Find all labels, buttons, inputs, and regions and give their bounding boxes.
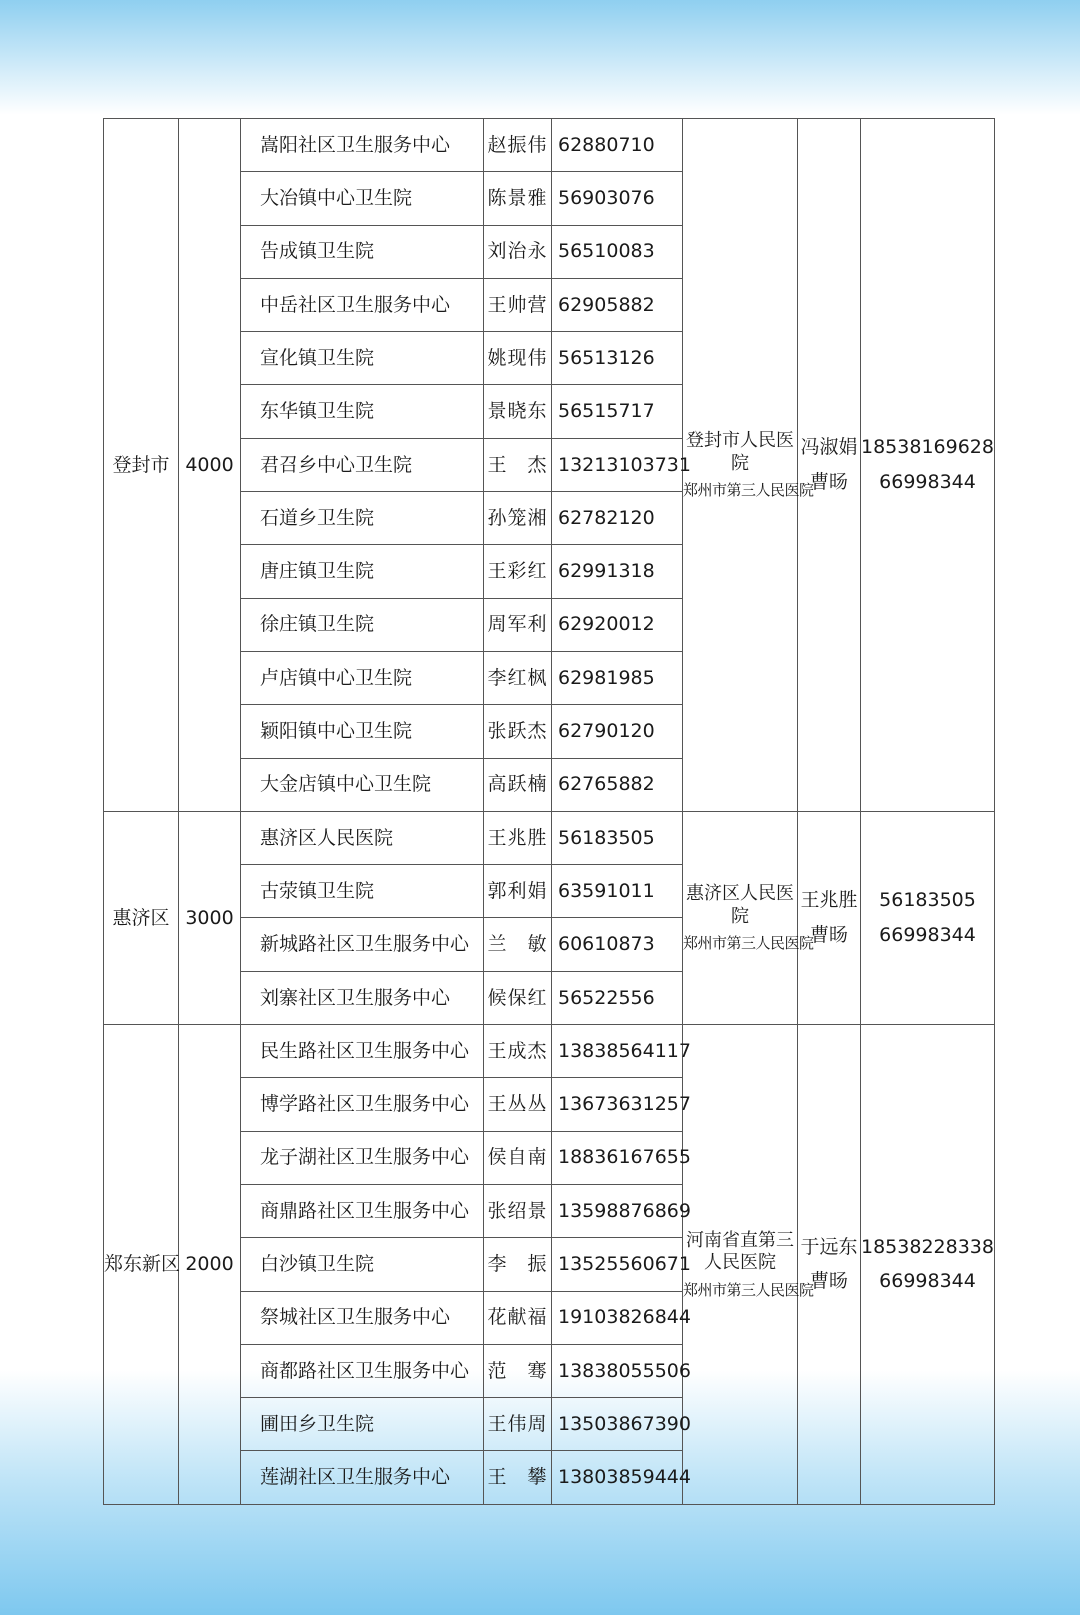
contact-person-cell: 候保红 [484, 971, 552, 1024]
phone-number-cell: 13838564117 [552, 1025, 683, 1078]
hospital-sub-name: 郑州市第三人民医院 [683, 934, 814, 953]
phone-number-cell: 56183505 [552, 811, 683, 864]
phone-number-cell: 62765882 [552, 758, 683, 811]
quota-cell: 2000 [179, 1025, 241, 1505]
quota-cell: 3000 [179, 811, 241, 1024]
table-row [104, 1025, 995, 1078]
institution-cell: 卢店镇中心卫生院 [241, 651, 484, 704]
contact-person-cell: 李红枫 [484, 651, 552, 704]
contact-person-cell: 张绍景 [484, 1184, 552, 1237]
contact-person-cell: 侯自南 [484, 1131, 552, 1184]
institution-cell: 新城路社区卫生服务中心 [241, 918, 484, 971]
phone-number-cell: 63591011 [552, 865, 683, 918]
district-cell: 登封市 [104, 119, 179, 812]
responsible-phone-primary: 18538228338 [861, 1235, 994, 1258]
institution-cell: 大金店镇中心卫生院 [241, 758, 484, 811]
contact-person-cell: 王帅营 [484, 278, 552, 331]
institution-cell: 莲湖社区卫生服务中心 [241, 1451, 484, 1504]
contact-person-cell: 范 骞 [484, 1344, 552, 1397]
institution-cell: 白沙镇卫生院 [241, 1238, 484, 1291]
phone-number-cell: 19103826844 [552, 1291, 683, 1344]
contact-person-cell: 王兆胜 [484, 811, 552, 864]
partner-hospital-cell [683, 811, 814, 1024]
responsible-phone-secondary: 66998344 [879, 470, 976, 493]
phone-number-cell: 13525560671 [552, 1238, 683, 1291]
responsible-person-cell [798, 811, 861, 1024]
quota-cell: 4000 [179, 119, 241, 812]
responsible-phone-primary: 56183505 [879, 889, 976, 912]
institution-cell: 博学路社区卫生服务中心 [241, 1078, 484, 1131]
responsible-person-primary: 冯淑娟 [800, 436, 858, 459]
contact-person-cell: 王伟周 [484, 1398, 552, 1451]
phone-number-cell: 56522556 [552, 971, 683, 1024]
contact-person-cell: 花献福 [484, 1291, 552, 1344]
contact-person-cell: 王彩红 [484, 545, 552, 598]
institution-cell: 唐庄镇卫生院 [241, 545, 484, 598]
phone-number-cell: 56510083 [552, 225, 683, 278]
table-body [104, 119, 995, 1505]
contact-person-cell: 周军利 [484, 598, 552, 651]
contact-person-cell: 张跃杰 [484, 705, 552, 758]
institution-cell: 徐庄镇卫生院 [241, 598, 484, 651]
phone-number-cell: 56515717 [552, 385, 683, 438]
institution-cell: 民生路社区卫生服务中心 [241, 1025, 484, 1078]
responsible-phone-cell [861, 119, 995, 812]
institution-cell: 龙子湖社区卫生服务中心 [241, 1131, 484, 1184]
table-row [104, 119, 995, 172]
contact-person-cell: 刘治永 [484, 225, 552, 278]
phone-number-cell: 62790120 [552, 705, 683, 758]
partner-hospital-cell [683, 119, 814, 812]
phone-number-cell: 62991318 [552, 545, 683, 598]
hospital-sub-name: 郑州市第三人民医院 [683, 481, 814, 500]
responsible-person-secondary: 曹旸 [809, 470, 848, 493]
responsible-person-primary: 于远东 [800, 1235, 858, 1258]
hospital-name: 惠济区人民医院 [686, 883, 794, 927]
responsible-person-cell [798, 1025, 861, 1505]
phone-number-cell: 13598876869 [552, 1184, 683, 1237]
partner-hospital-cell [683, 1025, 814, 1505]
contact-person-cell: 王 杰 [484, 438, 552, 491]
district-cell: 惠济区 [104, 811, 179, 1024]
responsible-phone-secondary: 66998344 [879, 1270, 976, 1293]
responsible-person-primary: 王兆胜 [800, 889, 858, 912]
phone-number-cell: 62905882 [552, 278, 683, 331]
institution-cell: 圃田乡卫生院 [241, 1398, 484, 1451]
phone-number-cell: 13673631257 [552, 1078, 683, 1131]
directory-sheet [103, 118, 994, 1504]
phone-number-cell: 13803859444 [552, 1451, 683, 1504]
contact-person-cell: 姚现伟 [484, 332, 552, 385]
institution-cell: 君召乡中心卫生院 [241, 438, 484, 491]
phone-number-cell: 62920012 [552, 598, 683, 651]
contact-person-cell: 景晓东 [484, 385, 552, 438]
institution-cell: 告成镇卫生院 [241, 225, 484, 278]
institution-cell: 古荥镇卫生院 [241, 865, 484, 918]
contact-person-cell: 郭利娟 [484, 865, 552, 918]
phone-number-cell: 56903076 [552, 172, 683, 225]
institution-cell: 刘寨社区卫生服务中心 [241, 971, 484, 1024]
institution-cell: 惠济区人民医院 [241, 811, 484, 864]
district-cell: 郑东新区 [104, 1025, 179, 1505]
contact-person-cell: 王丛丛 [484, 1078, 552, 1131]
phone-number-cell: 13213103731 [552, 438, 683, 491]
institution-cell: 宣化镇卫生院 [241, 332, 484, 385]
responsible-person-secondary: 曹旸 [809, 923, 848, 946]
contact-person-cell: 李 振 [484, 1238, 552, 1291]
contact-person-cell: 孙笼湘 [484, 492, 552, 545]
institution-cell: 商都路社区卫生服务中心 [241, 1344, 484, 1397]
contact-person-cell: 赵振伟 [484, 119, 552, 172]
responsible-person-secondary: 曹旸 [809, 1270, 848, 1293]
institution-cell: 商鼎路社区卫生服务中心 [241, 1184, 484, 1237]
hospital-name: 河南省直第三人民医院 [686, 1229, 794, 1274]
institution-cell: 中岳社区卫生服务中心 [241, 278, 484, 331]
phone-number-cell: 60610873 [552, 918, 683, 971]
phone-number-cell: 18836167655 [552, 1131, 683, 1184]
responsible-phone-cell [861, 811, 995, 1024]
phone-number-cell: 62981985 [552, 651, 683, 704]
responsible-person-cell [798, 119, 861, 812]
contact-directory-table [103, 118, 995, 1505]
phone-number-cell: 62782120 [552, 492, 683, 545]
institution-cell: 嵩阳社区卫生服务中心 [241, 119, 484, 172]
phone-number-cell: 13503867390 [552, 1398, 683, 1451]
phone-number-cell: 62880710 [552, 119, 683, 172]
phone-number-cell: 56513126 [552, 332, 683, 385]
table-row [104, 811, 995, 864]
hospital-sub-name: 郑州市第三人民医院 [683, 1280, 814, 1299]
institution-cell: 颖阳镇中心卫生院 [241, 705, 484, 758]
responsible-phone-cell [861, 1025, 995, 1505]
contact-person-cell: 兰 敏 [484, 918, 552, 971]
institution-cell: 石道乡卫生院 [241, 492, 484, 545]
institution-cell: 东华镇卫生院 [241, 385, 484, 438]
responsible-phone-secondary: 66998344 [879, 923, 976, 946]
hospital-name: 登封市人民医院 [686, 430, 794, 474]
responsible-phone-primary: 18538169628 [861, 436, 994, 459]
contact-person-cell: 王 攀 [484, 1451, 552, 1504]
contact-person-cell: 高跃楠 [484, 758, 552, 811]
phone-number-cell: 13838055506 [552, 1344, 683, 1397]
contact-person-cell: 王成杰 [484, 1025, 552, 1078]
contact-person-cell: 陈景雅 [484, 172, 552, 225]
institution-cell: 大冶镇中心卫生院 [241, 172, 484, 225]
institution-cell: 祭城社区卫生服务中心 [241, 1291, 484, 1344]
